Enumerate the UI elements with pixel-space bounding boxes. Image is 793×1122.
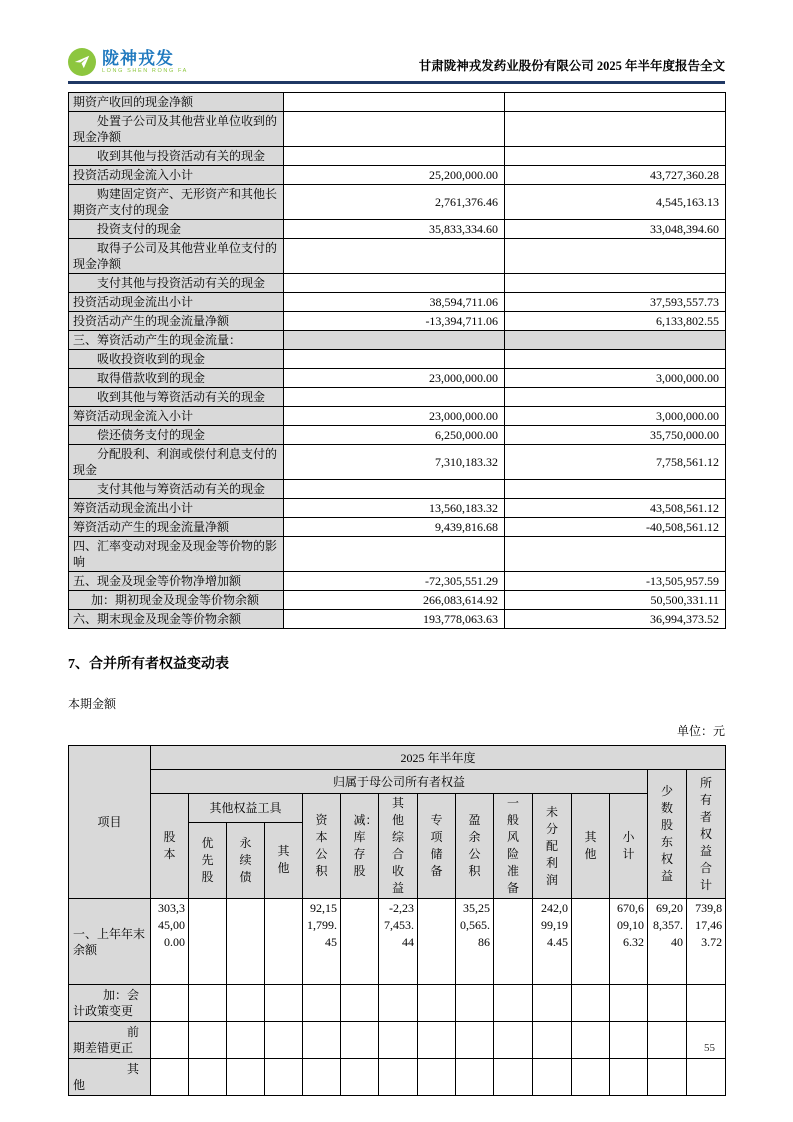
col-share-capital: 股本 xyxy=(151,794,189,899)
row-label: 三、筹资活动产生的现金流量： xyxy=(69,331,284,350)
row-label: 支付其他与投资活动有关的现金 xyxy=(69,274,284,293)
report-page xyxy=(68,0,725,1096)
header-row xyxy=(69,746,726,770)
table-row xyxy=(69,220,726,239)
current-amount: 6,250,000.00 xyxy=(284,426,505,445)
row-label: 四、汇率变动对现金及现金等价物的影响 xyxy=(69,537,284,572)
current-amount: -13,394,711.06 xyxy=(284,312,505,331)
parent-equity-header: 归属于母公司所有者权益 xyxy=(151,770,648,794)
current-amount: 266,083,614.92 xyxy=(284,591,505,610)
current-amount: 35,833,334.60 xyxy=(284,220,505,239)
table-row xyxy=(69,426,726,445)
prior-amount: 3,000,000.00 xyxy=(505,369,726,388)
row-label: 投资活动现金流出小计 xyxy=(69,293,284,312)
row-label: 支付其他与筹资活动有关的现金 xyxy=(69,480,284,499)
table-row xyxy=(69,388,726,407)
current-amount: 9,439,816.68 xyxy=(284,518,505,537)
table-row: 一、上年年末余额 303,345,000.00 92,151,799.45 -2,237,453.44 35,250,565.86 242,099,194.45 670,609,106.32 69,208,357.40 739,817,463.72 xyxy=(69,899,726,985)
section-row xyxy=(69,331,726,350)
prior-amount: 6,133,802.55 xyxy=(505,312,726,331)
row-label: 处置子公司及其他营业单位收到的现金净额 xyxy=(69,112,284,147)
col-perpetual-bonds: 永续债 xyxy=(227,822,265,898)
brand-name-en: LONG SHEN RONG FA xyxy=(102,67,188,74)
page-number: 55 xyxy=(704,1042,715,1054)
col-subtotal: 小计 xyxy=(610,794,648,899)
row-label: 前期差错更正 xyxy=(69,1022,151,1059)
company-logo xyxy=(68,48,188,76)
row-label: 一、上年年末余额 xyxy=(69,899,151,985)
prior-amount xyxy=(505,331,726,350)
prior-amount xyxy=(505,147,726,166)
prior-amount: 35,750,000.00 xyxy=(505,426,726,445)
prior-amount xyxy=(505,239,726,274)
unit-label: 单位：元 xyxy=(676,724,725,738)
row-label: 分配股利、利润或偿付利息支付的现金 xyxy=(69,445,284,480)
current-amount xyxy=(284,480,505,499)
other-equity-instruments-header: 其他权益工具 xyxy=(189,794,303,823)
table-row xyxy=(69,369,726,388)
row-label: 六、期末现金及现金等价物余额 xyxy=(69,610,284,629)
table-row xyxy=(69,499,726,518)
row-label: 五、现金及现金等价物净增加额 xyxy=(69,572,284,591)
table-row xyxy=(69,166,726,185)
table-row xyxy=(69,185,726,220)
current-amount xyxy=(284,112,505,147)
row-label: 取得借款收到的现金 xyxy=(69,369,284,388)
row-label: 偿还债务支付的现金 xyxy=(69,426,284,445)
section-heading: 7、合并所有者权益变动表 xyxy=(68,657,229,672)
row-label: 投资活动产生的现金流量净额 xyxy=(69,312,284,331)
row-label: 投资支付的现金 xyxy=(69,220,284,239)
current-amount xyxy=(284,537,505,572)
table-row xyxy=(69,112,726,147)
table-row xyxy=(69,350,726,369)
table-row xyxy=(69,312,726,331)
col-preferred-shares: 优先股 xyxy=(189,822,227,898)
prior-amount xyxy=(505,274,726,293)
current-amount: -72,305,551.29 xyxy=(284,572,505,591)
prior-amount: 3,000,000.00 xyxy=(505,407,726,426)
prior-amount xyxy=(505,480,726,499)
table-row xyxy=(69,274,726,293)
current-amount: 23,000,000.00 xyxy=(284,407,505,426)
row-label: 筹资活动现金流出小计 xyxy=(69,499,284,518)
table-row xyxy=(69,293,726,312)
prior-amount: 33,048,394.60 xyxy=(505,220,726,239)
current-amount xyxy=(284,239,505,274)
item-header: 项目 xyxy=(69,746,151,899)
col-other-instruments: 其他 xyxy=(265,822,303,898)
brand-name-cn: 陇神戎发 xyxy=(102,48,174,68)
document-title: 甘肃陇神戎发药业股份有限公司 2025 年半年度报告全文 xyxy=(418,59,725,73)
cash-flow-table xyxy=(68,92,726,629)
header-divider xyxy=(68,81,725,84)
row-label: 收到其他与筹资活动有关的现金 xyxy=(69,388,284,407)
prior-amount: -13,505,957.59 xyxy=(505,572,726,591)
table-row xyxy=(69,1059,726,1096)
prior-amount: 43,727,360.28 xyxy=(505,166,726,185)
table-row xyxy=(69,93,726,112)
table-row xyxy=(69,445,726,480)
prior-amount xyxy=(505,112,726,147)
paper-plane-logo-icon xyxy=(68,48,96,76)
prior-amount: -40,508,561.12 xyxy=(505,518,726,537)
col-capital-reserve: 资本公积 xyxy=(303,794,341,899)
prior-amount xyxy=(505,93,726,112)
table-row xyxy=(69,985,726,1022)
table-row xyxy=(69,480,726,499)
row-label: 其他 xyxy=(69,1059,151,1096)
row-label: 吸收投资收到的现金 xyxy=(69,350,284,369)
row-label: 取得子公司及其他营业单位支付的现金净额 xyxy=(69,239,284,274)
header-row xyxy=(69,770,726,794)
current-amount: 7,310,183.32 xyxy=(284,445,505,480)
table-row xyxy=(69,610,726,629)
current-amount: 13,560,183.32 xyxy=(284,499,505,518)
header-row xyxy=(69,794,726,823)
row-label: 购建固定资产、无形资产和其他长期资产支付的现金 xyxy=(69,185,284,220)
prior-amount xyxy=(505,537,726,572)
table-row xyxy=(69,518,726,537)
prior-amount: 37,593,557.73 xyxy=(505,293,726,312)
current-amount xyxy=(284,350,505,369)
col-retained-earnings: 未分配利润 xyxy=(533,794,572,899)
row-label: 加：期初现金及现金等价物余额 xyxy=(69,591,284,610)
table-row xyxy=(69,537,726,572)
page-header xyxy=(68,48,725,76)
period-label: 本期金额 xyxy=(68,697,117,711)
table-row xyxy=(69,572,726,591)
prior-amount xyxy=(505,350,726,369)
table-row xyxy=(69,591,726,610)
col-treasury-stock: 减：库存股 xyxy=(341,794,379,899)
current-amount: 2,761,376.46 xyxy=(284,185,505,220)
table-row xyxy=(69,239,726,274)
current-amount xyxy=(284,147,505,166)
row-label: 投资活动现金流入小计 xyxy=(69,166,284,185)
minority-header: 少数股东权益 xyxy=(648,770,687,899)
prior-amount: 7,758,561.12 xyxy=(505,445,726,480)
equity-change-table xyxy=(68,745,726,1096)
col-special-reserve: 专项储备 xyxy=(418,794,456,899)
current-amount xyxy=(284,93,505,112)
table-row xyxy=(69,147,726,166)
row-label: 筹资活动现金流入小计 xyxy=(69,407,284,426)
prior-amount: 50,500,331.11 xyxy=(505,591,726,610)
col-general-risk-reserve: 一般风险准备 xyxy=(494,794,533,899)
table-row xyxy=(69,1022,726,1059)
row-label: 加：会计政策变更 xyxy=(69,985,151,1022)
current-amount: 38,594,711.06 xyxy=(284,293,505,312)
prior-amount: 43,508,561.12 xyxy=(505,499,726,518)
prior-amount: 4,545,163.13 xyxy=(505,185,726,220)
current-amount: 23,000,000.00 xyxy=(284,369,505,388)
col-surplus-reserve: 盈余公积 xyxy=(456,794,494,899)
col-other-comprehensive-income: 其他综合收益 xyxy=(379,794,418,899)
row-label: 收到其他与投资活动有关的现金 xyxy=(69,147,284,166)
row-label: 筹资活动产生的现金流量净额 xyxy=(69,518,284,537)
current-amount xyxy=(284,274,505,293)
table-row xyxy=(69,407,726,426)
current-amount xyxy=(284,388,505,407)
current-amount: 25,200,000.00 xyxy=(284,166,505,185)
current-amount xyxy=(284,331,505,350)
row-label: 期资产收回的现金净额 xyxy=(69,93,284,112)
current-amount: 193,778,063.63 xyxy=(284,610,505,629)
period-header: 2025 年半年度 xyxy=(151,746,726,770)
col-other: 其他 xyxy=(572,794,610,899)
prior-amount: 36,994,373.52 xyxy=(505,610,726,629)
prior-amount xyxy=(505,388,726,407)
total-equity-header: 所有者权益合计 xyxy=(687,770,726,899)
